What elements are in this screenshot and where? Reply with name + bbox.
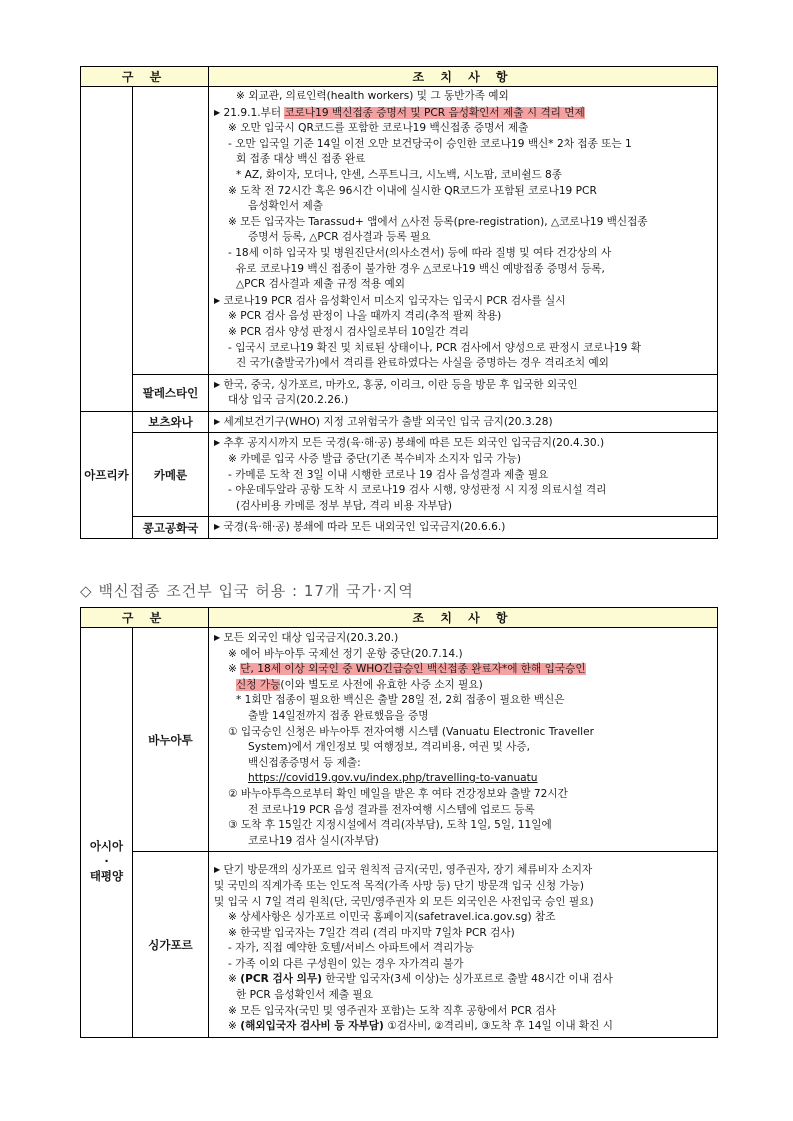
table-row [81, 87, 718, 375]
measure-line: 단기 방문객의 싱가포르 입국 원칙적 금지(국민, 영주권자, 장기 체류비자 소지자 [223, 864, 593, 877]
triangle-bullet-icon: ▶ [214, 522, 221, 532]
singapore-measures [209, 852, 718, 1038]
table-row [81, 374, 718, 411]
measure-line: 모든 외국인 대상 입국금지(20.3.20.) [223, 632, 399, 644]
country-cameroon: 카메룬 [133, 433, 209, 517]
triangle-bullet-icon: ▶ [214, 295, 221, 305]
measure-line: ※ 카메룬 입국 사증 발급 중단(기존 복수비자 소지자 입국 가능) [228, 453, 522, 466]
measure-line: ※ 모든 입국자는 Tarassud+ 앱에서 △사전 등록(pre-registration), △코로나19 백신접종 [228, 215, 648, 228]
country-vanuatu: 바누아투 [133, 628, 209, 852]
measure-line: ※ 한국발 입국자는 7일간 격리 (격리 마지막 7일차 PCR 검사) [228, 926, 515, 939]
section-title-text: 백신접종 조건부 입국 허용 : 17개 국가·지역 [98, 582, 414, 600]
triangle-bullet-icon: ▶ [214, 438, 221, 448]
triangle-bullet-icon: ▶ [214, 633, 221, 642]
botswana-measures [209, 411, 718, 433]
triangle-bullet-icon: ▶ [214, 379, 221, 389]
country-palestine: 팔레스타인 [133, 374, 209, 411]
country-singapore: 싱가포르 [133, 852, 209, 1038]
measure-line: 회 접종 대상 백신 접종 완료 [236, 153, 366, 166]
vanuatu-travel-link[interactable]: https://covid19.gov.vu/index.php/travelling-to-vanuatu [248, 772, 538, 785]
measure-line: 음성확인서 제출 [248, 200, 324, 213]
region-africa: 아프리카 [81, 411, 133, 538]
measure-line: (이와 별도로 사전에 유효한 사증 소지 필요) [280, 678, 483, 691]
bold-text: (PCR 검사 의무) [240, 973, 322, 986]
measure-line: 국경(육·해·공) 봉쇄에 따라 모든 내외국인 입국금지(20.6.6.) [223, 521, 506, 534]
region-asia-pacific [81, 628, 133, 1038]
measure-line: ※ 에어 바누아투 국제선 정기 운항 중단(20.7.14.) [228, 647, 463, 660]
measure-line: ※ 외교관, 의료인력(health workers) 및 그 동반가족 예외 [236, 90, 509, 102]
measure-line: - 오만 입국일 기준 14일 이전 오만 보건당국이 승인한 코로나19 백신* 2차 접종 또는 1 [228, 137, 632, 150]
measure-line: - 야운데두알라 공항 도착 시 코로나19 검사 시행, 양성판정 시 지정 의료시설 격리 [228, 484, 607, 497]
measure-line: ※ PCR 검사 양성 판정시 검사일로부터 10일간 격리 [228, 325, 470, 338]
measure-line: - 카메룬 도착 전 3일 이내 시행한 코로나 19 검사 음성결과 제출 필요 [228, 468, 549, 481]
measure-line: 한국발 입국자(3세 이상)는 싱가포르로 출발 48시간 이내 검사 [325, 973, 613, 986]
region-label: 아시아 [89, 839, 124, 853]
measure-line: 한 PCR 음성확인서 제출 필요 [236, 989, 373, 1002]
measure-line: 백신접종증명서 등 제출: [248, 756, 361, 769]
measure-line: 한국, 중국, 싱가포르, 마카오, 홍콩, 이리크, 이란 등을 방문 후 입국한 외국인 [223, 378, 578, 391]
measure-line: 유로 코로나19 백신 접종이 불가한 경우 △코로나19 백신 예방접종 증명서 등록, [236, 262, 605, 275]
measure-line: 코로나19 검사 실시(자부담) [248, 834, 379, 847]
measure-line: 전 코로나19 PCR 음성 결과를 전자여행 시스템에 업로드 등록 [248, 803, 535, 816]
oman-measures [209, 87, 718, 375]
measure-line: ※ 오만 입국시 QR코드를 포함한 코로나19 백신접종 증명서 제출 [228, 122, 529, 135]
highlight-text: 단, 18세 이상 외국인 중 WHO긴급승인 백신접종 완료자*에 한해 입국승인 [240, 663, 586, 676]
measure-line: 세계보건기구(WHO) 지정 고위험국가 출발 외국인 입국 금지(20.3.28) [223, 415, 553, 428]
region-label: · [104, 854, 109, 868]
country-congo: 콩고공화국 [133, 517, 209, 539]
measure-line: 진 국가(출발국가)에서 격리를 완료하였다는 사실을 증명하는 경우 격리조치 예외 [236, 357, 609, 370]
measure-line: 및 국민의 직계가족 또는 인도적 목적(가족 사망 등) 단기 방문객 입국 신청 가능) [214, 879, 585, 892]
header-category: 구 분 [81, 67, 209, 87]
measure-line: △PCR 검사결과 제출 규정 적용 예외 [236, 278, 405, 291]
measure-line: ※ [228, 973, 237, 986]
bold-text: (해외입국자 검사비 등 자부담) [240, 1020, 384, 1033]
measure-line: ③ 도착 후 15일간 지정시설에서 격리(자부담), 도착 1일, 5일, 11일에 [228, 819, 552, 832]
measure-line: 및 입국 시 7일 격리 원칙(단, 국민/영주권자 외 모든 외국인은 사전입국 승인 필요) [214, 895, 594, 908]
measure-line: ※ [228, 1020, 237, 1033]
table-row [81, 628, 718, 852]
measure-line: ※ PCR 검사 음성 판정이 나올 때까지 격리(추적 팔찌 착용) [228, 310, 502, 323]
table-row [81, 411, 718, 433]
country-cell [133, 87, 209, 375]
measure-line: 21.9.1.부터 [223, 106, 282, 119]
section-title [80, 580, 414, 601]
measure-line: * AZ, 화이자, 모더나, 얀센, 스푸트니크, 시노백, 시노팜, 코비쉴드 8종 [236, 168, 563, 181]
measure-line: ※ [228, 663, 237, 676]
measure-line: 추후 공지시까지 모든 국경(육·해·공) 봉쇄에 따른 모든 외국인 입국금지(20.4.30.) [223, 437, 605, 450]
measures-table-1 [80, 66, 718, 539]
measure-line: ※ 도착 전 72시간 혹은 96시간 이내에 실시한 QR코드가 포함된 코로나19 PCR [228, 184, 597, 197]
region-cell [81, 374, 133, 411]
diamond-icon: ◇ [80, 582, 93, 600]
table-header-row [81, 608, 718, 628]
triangle-bullet-icon: ▶ [214, 416, 221, 426]
measure-line: ※ 상세사항은 싱가포르 이민국 홈페이지(safetravel.ica.gov.sg) 참조 [228, 911, 556, 924]
measure-line: ② 바누아투측으로부터 확인 메일을 받은 후 여타 건강정보와 출발 72시간 [228, 787, 568, 800]
region-label: 태평양 [89, 869, 124, 883]
measure-line: (검사비용 카메룬 정부 부담, 격리 비용 자부담) [236, 499, 453, 512]
triangle-bullet-icon: ▶ [214, 865, 221, 875]
region-cell [81, 87, 133, 375]
measure-line: System)에서 개인정보 및 여행정보, 격리비용, 여권 및 사증, [248, 741, 530, 754]
palestine-measures [209, 374, 718, 411]
measure-line: 증명서 등록, △PCR 검사결과 등록 필요 [248, 231, 431, 244]
table-header-row [81, 67, 718, 87]
highlight-text: 코로나19 백신접종 증명서 및 PCR 음성확인서 제출 시 격리 면제 [284, 106, 585, 119]
measure-line: ① 입국승인 신청은 바누아투 전자여행 시스템 (Vanuatu Electronic Traveller [228, 725, 595, 738]
table-row [81, 852, 718, 1038]
table-row [81, 517, 718, 539]
cameroon-measures [209, 433, 718, 517]
measure-line: - 가족 이외 다른 구성원이 있는 경우 자가격리 불가 [228, 957, 464, 970]
measures-table-2 [80, 607, 718, 1038]
vanuatu-measures [209, 628, 718, 852]
table-row [81, 433, 718, 517]
measure-line: ※ 모든 입국자(국민 및 영주권자 포함)는 도착 직후 공항에서 PCR 검사 [228, 1004, 556, 1017]
header-measures: 조 치 사 항 [209, 608, 718, 628]
congo-measures [209, 517, 718, 539]
measure-line: * 1회만 접종이 필요한 백신은 출발 28일 전, 2회 접종이 필요한 백신은 [236, 694, 565, 707]
measure-line: - 입국시 코로나19 확진 및 치료된 상태이나, PCR 검사에서 양성으로 판정시 코로나19 확 [228, 341, 641, 354]
country-botswana: 보츠와나 [133, 411, 209, 433]
highlight-text: 신청 가능 [236, 678, 281, 691]
header-measures: 조 치 사 항 [209, 67, 718, 87]
measure-line: 코로나19 PCR 검사 음성확인서 미소지 입국자는 입국시 PCR 검사를 실시 [223, 294, 566, 307]
measure-line: - 자가, 직접 예약한 호텔/서비스 아파트에서 격리가능 [228, 942, 474, 955]
header-category: 구 분 [81, 608, 209, 628]
measure-line: 대상 입국 금지(20.2.26.) [228, 394, 349, 407]
triangle-bullet-icon: ▶ [214, 107, 221, 117]
measure-line: - 18세 이하 입국자 및 병원진단서(의사소견서) 등에 따라 질병 및 여타 건강상의 사 [228, 246, 612, 259]
measure-line: 출발 14일전까지 접종 완료했음을 증명 [248, 709, 429, 722]
measure-line: ①검사비, ②격리비, ③도착 후 14일 이내 확진 시 [387, 1020, 613, 1033]
